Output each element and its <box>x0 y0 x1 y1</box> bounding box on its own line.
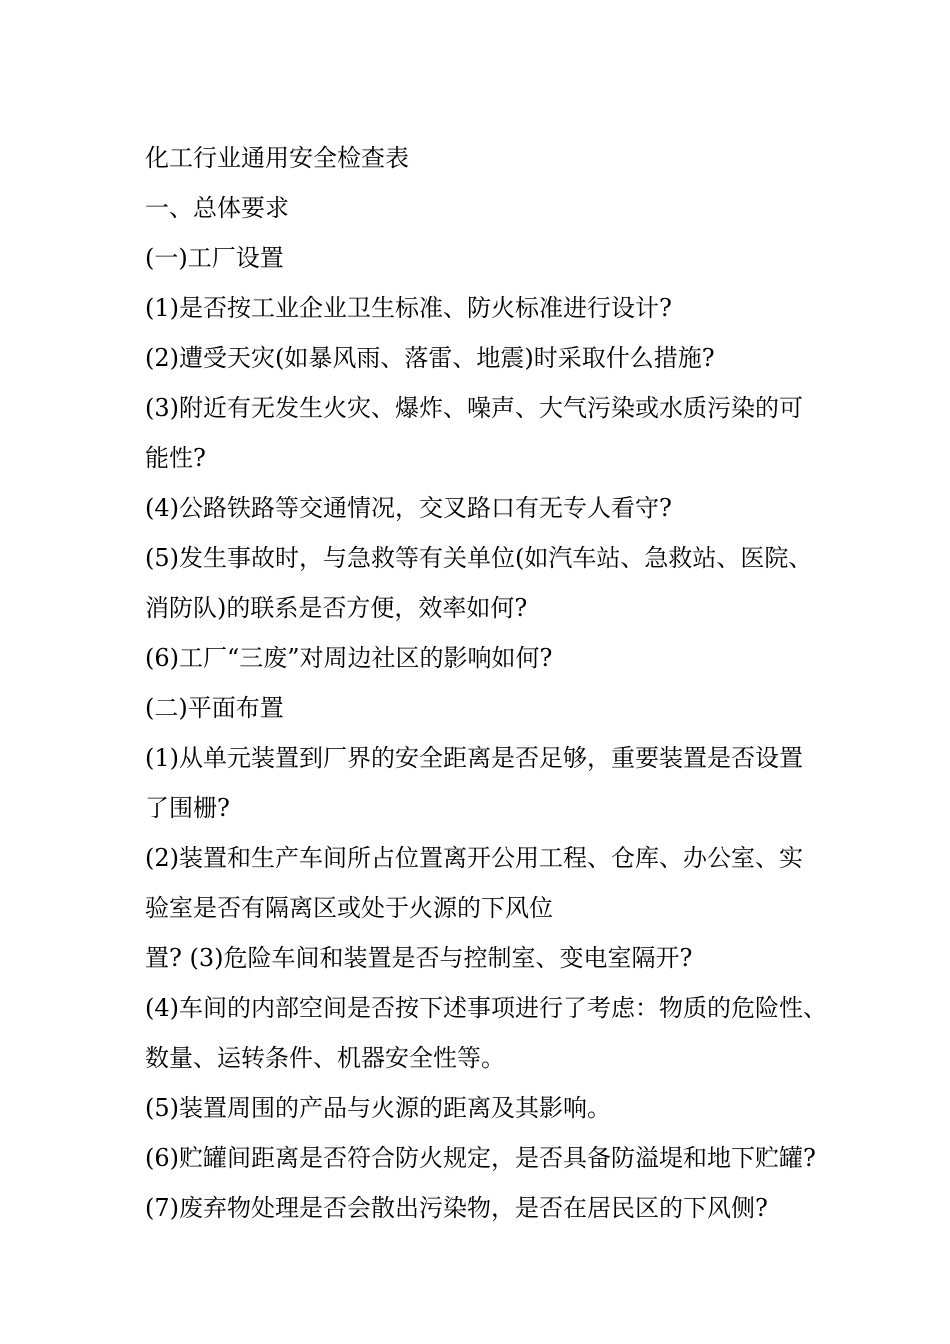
checklist-item: (1)从单元装置到厂界的安全距离是否足够，重要装置是否设置 <box>145 744 803 772</box>
checklist-item: (2)装置和生产车间所占位置离开公用工程、仓库、办公室、实 <box>145 844 803 872</box>
subsection-heading: (一)工厂设置 <box>145 244 284 272</box>
checklist-item-continuation: 了围栅? <box>145 794 230 822</box>
checklist-item: (4)公路铁路等交通情况，交叉路口有无专人看守? <box>145 494 672 522</box>
document-title: 化工行业通用安全检查表 <box>145 144 409 172</box>
section-heading: 一、总体要求 <box>145 194 289 222</box>
checklist-item: (2)遭受天灾(如暴风雨、落雷、地震)时采取什么措施? <box>145 344 715 372</box>
checklist-item: 置? (3)危险车间和装置是否与控制室、变电室隔开? <box>145 944 693 972</box>
checklist-item: (5)发生事故时，与急救等有关单位(如汽车站、急救站、医院、 <box>145 544 813 572</box>
document-body <box>145 133 825 1233</box>
checklist-item: (1)是否按工业企业卫生标准、防火标准进行设计? <box>145 294 672 322</box>
checklist-item: (4)车间的内部空间是否按下述事项进行了考虑：物质的危险性、 <box>145 994 827 1022</box>
checklist-item: (5)装置周围的产品与火源的距离及其影响。 <box>145 1094 611 1122</box>
checklist-item-continuation: 能性? <box>145 444 206 472</box>
checklist-item-continuation: 数量、运转条件、机器安全性等。 <box>145 1044 505 1072</box>
checklist-item-continuation: 验室是否有隔离区或处于火源的下风位 <box>145 894 553 922</box>
checklist-item-continuation: 消防队)的联系是否方便，效率如何? <box>145 594 528 622</box>
checklist-item: (7)废弃物处理是否会散出污染物，是否在居民区的下风侧? <box>145 1194 768 1222</box>
checklist-item: (6)工厂“三废”对周边社区的影响如何? <box>145 644 553 672</box>
checklist-item: (6)贮罐间距离是否符合防火规定，是否具备防溢堤和地下贮罐? <box>145 1144 816 1172</box>
subsection-heading: (二)平面布置 <box>145 694 284 722</box>
checklist-item: (3)附近有无发生火灾、爆炸、噪声、大气污染或水质污染的可 <box>145 394 803 422</box>
